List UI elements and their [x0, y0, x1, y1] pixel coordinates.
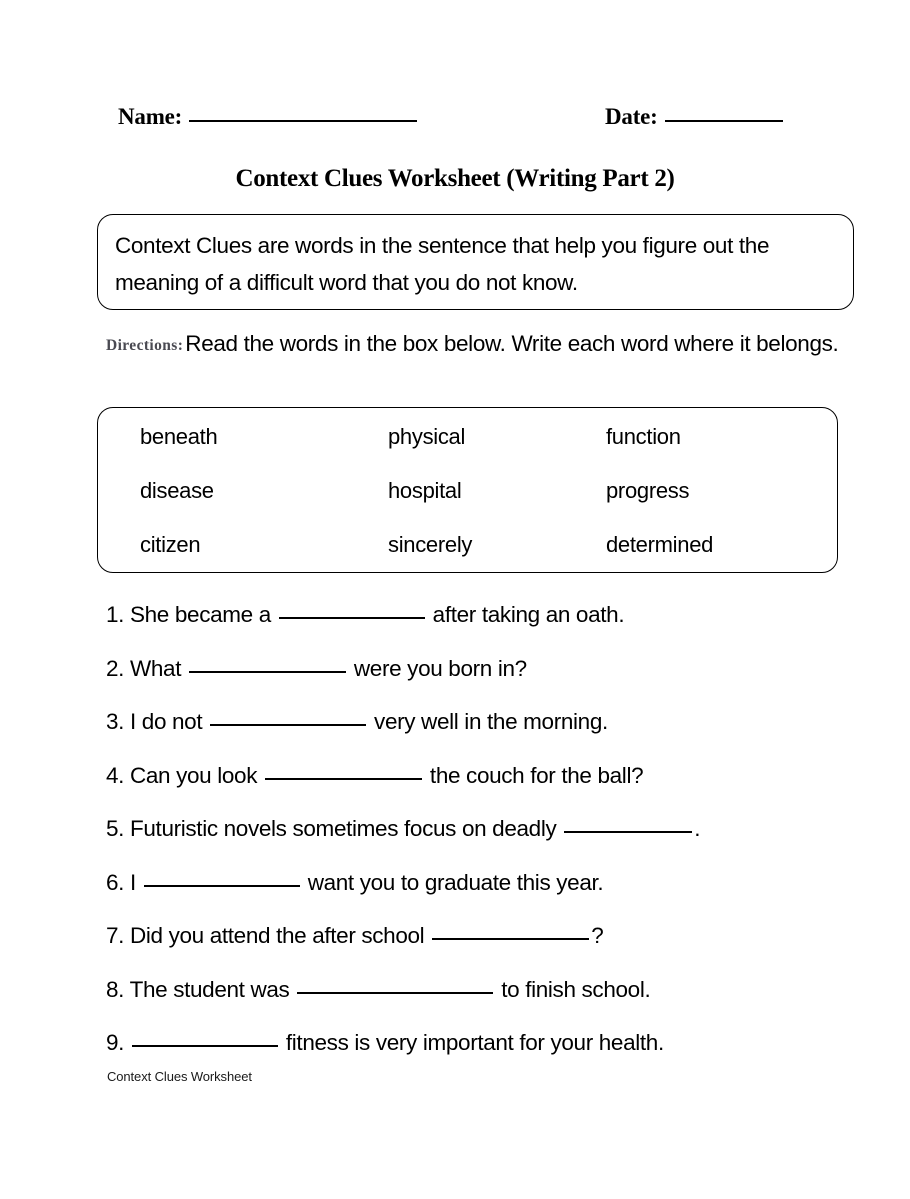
question-number: 2.: [106, 655, 125, 681]
word-bank-word: progress: [606, 478, 690, 503]
question-text-before: Did you attend the after school: [124, 923, 431, 948]
answer-blank[interactable]: [432, 938, 589, 940]
question-number: 5.: [106, 816, 125, 841]
directions-block: [106, 325, 846, 366]
question-item: [106, 1028, 896, 1058]
question-text-after: were you born in?: [348, 655, 527, 681]
question-text-before: Can you look: [124, 762, 264, 788]
word-bank-row: [98, 422, 839, 476]
question-text-after: to finish school.: [495, 976, 651, 1002]
directions-text: Read the words in the box below. Write each word where it belongs.: [185, 331, 839, 356]
question-text-after: the couch for the ball?: [424, 762, 644, 788]
definition-box: [97, 214, 854, 310]
word-bank-word: sincerely: [388, 532, 473, 557]
name-write-line[interactable]: [189, 120, 417, 122]
answer-blank[interactable]: [564, 831, 692, 833]
question-item: [106, 761, 896, 791]
question-text-after: fitness is very important for your health.: [279, 1030, 664, 1055]
date-field: [605, 104, 783, 130]
answer-blank[interactable]: [210, 724, 366, 726]
question-item: [106, 600, 896, 630]
question-number: 1.: [106, 602, 125, 627]
word-bank-row: [98, 476, 839, 530]
question-item: [106, 654, 896, 684]
word-bank-word: physical: [388, 424, 466, 449]
name-field: [118, 104, 417, 130]
question-number: 3.: [106, 709, 125, 734]
question-text-after: very well in the morning.: [368, 709, 608, 734]
word-bank-word: hospital: [388, 478, 462, 503]
word-bank-grid: [98, 408, 839, 574]
word-bank-word: function: [606, 424, 681, 449]
question-number: 4.: [106, 762, 125, 788]
date-label: Date:: [605, 104, 658, 129]
definition-text: Context Clues are words in the sentence that help you figure out the meaning of a difficult word that you do not know.: [115, 233, 770, 295]
question-item: [106, 975, 896, 1005]
word-bank-word: beneath: [140, 424, 218, 449]
answer-blank[interactable]: [144, 885, 300, 887]
question-number: 6.: [106, 869, 125, 895]
question-text-before: I: [124, 869, 142, 895]
directions-label: Directions:: [106, 337, 184, 354]
question-item: [106, 707, 896, 737]
question-text-before: What: [124, 655, 187, 681]
question-text-before: I do not: [124, 709, 209, 734]
question-text-before: The student was: [124, 976, 296, 1002]
question-item: [106, 814, 896, 844]
question-number: 9.: [106, 1030, 125, 1055]
answer-blank[interactable]: [265, 778, 422, 780]
question-text-after: ?: [591, 923, 604, 948]
question-number: 8.: [106, 976, 125, 1002]
word-bank-box: [97, 407, 838, 573]
answer-blank[interactable]: [189, 671, 346, 673]
answer-blank[interactable]: [132, 1045, 278, 1047]
question-text-after: .: [694, 816, 701, 841]
question-item: [106, 921, 896, 951]
question-text-after: after taking an oath.: [426, 602, 625, 627]
answer-blank[interactable]: [279, 617, 425, 619]
word-bank-word: citizen: [140, 532, 201, 557]
name-label: Name:: [118, 104, 183, 129]
word-bank-word: disease: [140, 478, 214, 503]
footer-note: Context Clues Worksheet: [107, 1069, 252, 1084]
question-item: [106, 868, 896, 898]
question-text-after: want you to graduate this year.: [301, 869, 604, 895]
word-bank-row: [98, 530, 839, 584]
question-number: 7.: [106, 923, 125, 948]
question-text-before: She became a: [124, 602, 277, 627]
name-date-row: [0, 104, 910, 138]
page-title: Context Clues Worksheet (Writing Part 2): [235, 165, 675, 192]
date-write-line[interactable]: [665, 120, 783, 122]
question-text-before: Futuristic novels sometimes focus on deadly: [124, 816, 563, 841]
word-bank-word: determined: [606, 532, 714, 557]
answer-blank[interactable]: [297, 992, 493, 994]
